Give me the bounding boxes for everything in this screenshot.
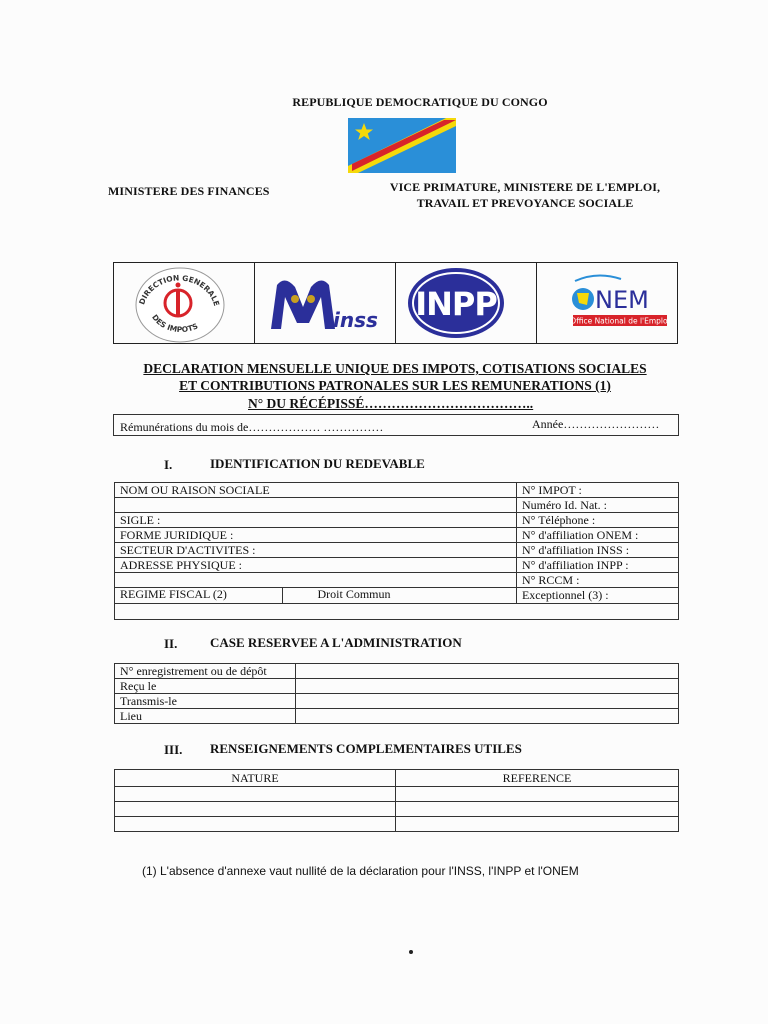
section3-title: RENSEIGNEMENTS COMPLEMENTAIRES UTILES	[210, 741, 522, 756]
administration-value[interactable]	[296, 679, 679, 694]
inss-logo	[255, 263, 393, 343]
identification-left-cell[interactable]: ADRESSE PHYSIQUE :	[115, 558, 517, 573]
identification-row	[115, 498, 679, 513]
remuneration-month-field[interactable]: Rémunérations du mois de……………… ……………	[120, 420, 384, 434]
administration-value[interactable]	[296, 664, 679, 679]
identification-right-cell[interactable]: N° d'affiliation INPP :	[516, 558, 678, 573]
administration-label: Lieu	[115, 709, 296, 724]
administration-value[interactable]	[296, 694, 679, 709]
onem-logo-subtitle: Office National de l'Emploi	[570, 316, 670, 326]
onem-logo	[537, 263, 677, 343]
footnote: (1) L'absence d'annexe vaut nullité de la déclaration pour l'INSS, l'INPP et l'ONEM	[142, 864, 579, 878]
nature-cell[interactable]	[115, 817, 396, 832]
identification-left-cell[interactable]: SECTEUR D'ACTIVITES :	[115, 543, 517, 558]
section2-number: II.	[164, 636, 178, 651]
complementary-row	[115, 817, 679, 832]
identification-left-cell[interactable]	[115, 498, 517, 513]
drc-flag	[348, 118, 456, 173]
dgi-logo	[114, 263, 244, 343]
reference-cell[interactable]	[396, 817, 679, 832]
identification-table	[114, 482, 679, 620]
identification-spacer-row	[115, 604, 679, 620]
identification-right-cell[interactable]: N° d'affiliation INSS :	[516, 543, 678, 558]
complementary-table	[114, 769, 679, 832]
identification-left-cell[interactable]	[115, 573, 517, 588]
regime-exceptional[interactable]: Exceptionnel (3) :	[516, 588, 678, 604]
administration-value[interactable]	[296, 709, 679, 724]
identification-right-cell[interactable]: N° RCCM :	[516, 573, 678, 588]
identification-right-cell[interactable]: N° d'affiliation ONEM :	[516, 528, 678, 543]
regime-common[interactable]: Droit Commun	[282, 588, 425, 603]
identification-row	[115, 513, 679, 528]
dgi-ring-top: DIRECTION GENERALE	[137, 273, 222, 308]
section1-title: IDENTIFICATION DU REDEVABLE	[210, 456, 425, 471]
inpp-logo-text: INPP	[415, 285, 497, 323]
administration-table	[114, 663, 679, 724]
administration-label: Reçu le	[115, 679, 296, 694]
nature-cell[interactable]	[115, 802, 396, 817]
inss-logo-cell	[255, 263, 396, 343]
administration-row	[115, 694, 679, 709]
employment-ministry-line1: VICE PRIMATURE, MINISTERE DE L'EMPLOI,	[389, 180, 661, 194]
receipt-number: N° DU RÉCÉPISSÉ………………………………..	[248, 396, 534, 411]
complementary-row	[115, 802, 679, 817]
col-nature: NATURE	[115, 770, 396, 787]
complementary-row	[115, 787, 679, 802]
identification-left-cell[interactable]: NOM OU RAISON SOCIALE	[115, 483, 517, 498]
regime-label: REGIME FISCAL (2)	[120, 587, 227, 601]
identification-right-cell[interactable]: Numéro Id. Nat. :	[516, 498, 678, 513]
identification-right-cell[interactable]: N° Téléphone :	[516, 513, 678, 528]
col-reference: REFERENCE	[396, 770, 679, 787]
identification-row	[115, 483, 679, 498]
dgi-ring-bottom: DES IMPOTS	[150, 312, 200, 335]
identification-right-cell[interactable]: N° IMPOT :	[516, 483, 678, 498]
regime-row	[115, 588, 679, 604]
administration-row	[115, 679, 679, 694]
administration-row	[115, 709, 679, 724]
form-title-line1: DECLARATION MENSUELLE UNIQUE DES IMPOTS, COTISATIONS SOCIALES	[143, 361, 647, 376]
page-dot	[409, 950, 413, 954]
inpp-logo	[396, 263, 536, 343]
form-title-line2: ET CONTRIBUTIONS PATRONALES SUR LES REMUNERATIONS (1)	[179, 378, 611, 393]
period-row	[113, 414, 679, 436]
nature-cell[interactable]	[115, 787, 396, 802]
employment-ministry-line2: TRAVAIL ET PREVOYANCE SOCIALE	[416, 196, 634, 210]
identification-row	[115, 543, 679, 558]
year-field[interactable]: Année……………………	[532, 417, 660, 431]
identification-row	[115, 528, 679, 543]
section1-number: I.	[164, 457, 173, 472]
complementary-header-row	[115, 770, 679, 787]
finance-ministry: MINISTERE DES FINANCES	[108, 184, 270, 198]
identification-row	[115, 573, 679, 588]
administration-label: Transmis-le	[115, 694, 296, 709]
country-heading: REPUBLIQUE DEMOCRATIQUE DU CONGO	[292, 95, 548, 109]
section2-title: CASE RESERVEE A L'ADMINISTRATION	[210, 635, 462, 650]
dgi-logo-cell	[114, 263, 255, 343]
reference-cell[interactable]	[396, 802, 679, 817]
onem-logo-text: NEM	[595, 286, 649, 314]
identification-left-cell[interactable]: FORME JURIDIQUE :	[115, 528, 517, 543]
section3-number: III.	[164, 742, 183, 757]
logos-strip	[113, 262, 678, 344]
administration-label: N° enregistrement ou de dépôt	[115, 664, 296, 679]
identification-row	[115, 558, 679, 573]
identification-left-cell[interactable]: SIGLE :	[115, 513, 517, 528]
inpp-logo-cell	[396, 263, 537, 343]
reference-cell[interactable]	[396, 787, 679, 802]
onem-logo-cell	[537, 263, 677, 343]
administration-row	[115, 664, 679, 679]
inss-logo-text: inss	[333, 308, 378, 332]
